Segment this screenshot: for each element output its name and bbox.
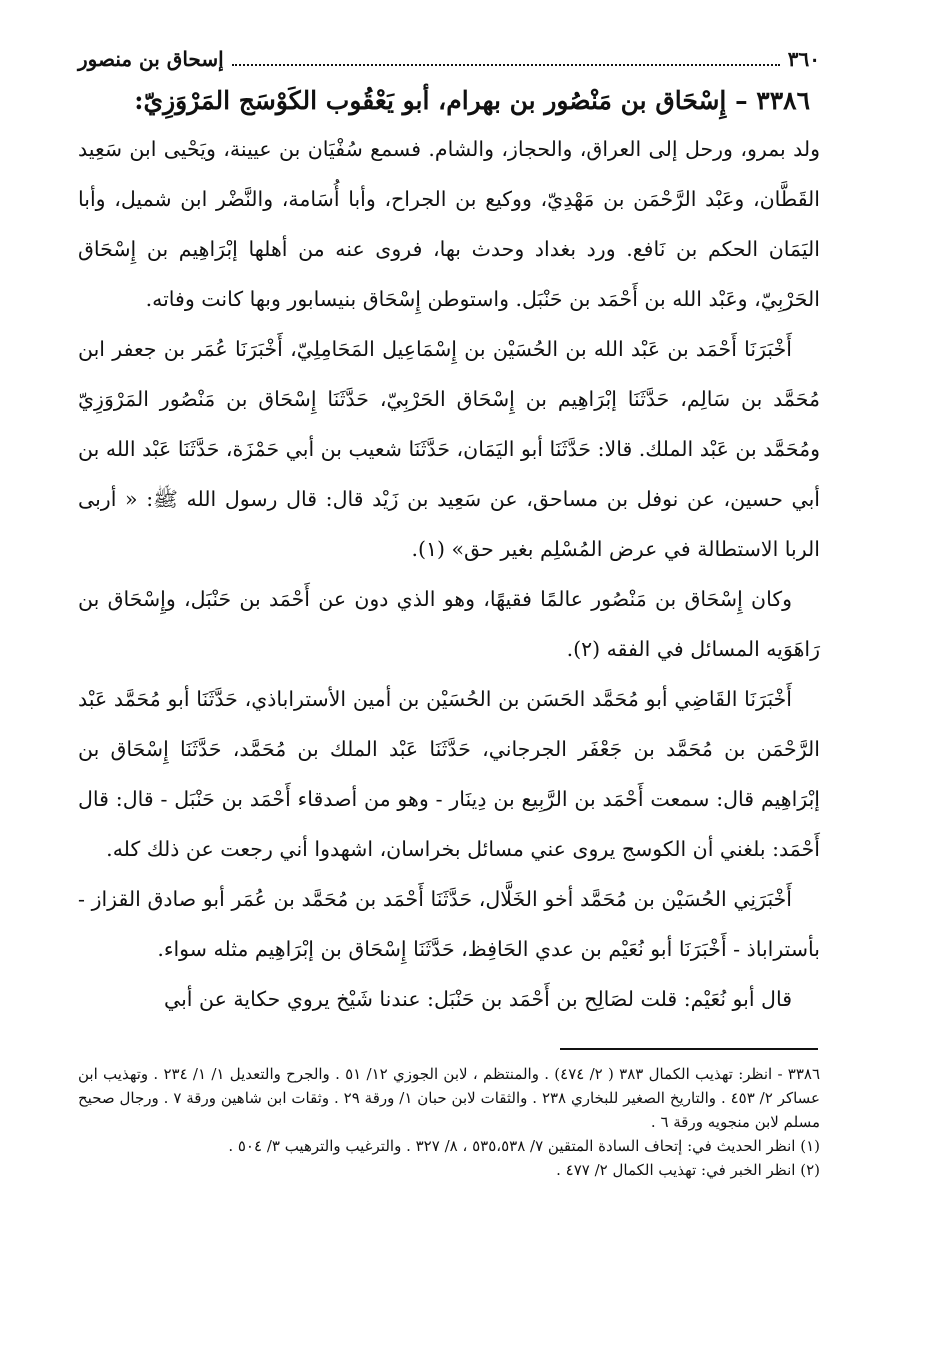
footnote-entry-sources: ٣٣٨٦ - انظر: تهذيب الكمال ٣٨٣ ( ٢/ ٤٧٤) . والمنتظم ، لابن الجوزي ١٢/ ٥١ . والجرح والتعديل ١/ ١/ ٢٣٤ . وتهذيب ابن عساكر ٢/ ٤٥٣ . والتاريخ الصغير للبخاري ٢٣٨ . والثقات لابن حبان ١/ ورقة ٢٩ . وثقات ابن شاهين ورقة ٧ . ورجال صحيح مسلم لابن منجويه ورقة ٦ . (78, 1065, 821, 1131)
running-title: إسحاق بن منصور (78, 47, 224, 71)
entry-title: ٣٣٨٦ – إِسْحَاق بن مَنْصُور بن بهرام، أبو يَعْقُوب الكَوْسَج المَرْوَزِيّ: (134, 86, 810, 115)
running-header (78, 40, 820, 78)
scholar-note-paragraph: وكان إِسْحَاق بن مَنْصُور عالمًا فقيهًا، وهو الذي دون عن أَحْمَد بن حَنْبَل، وإِسْحَاق بن رَاهَوَيه المسائل في الفقه (٢). (78, 587, 820, 661)
footnote-divider (560, 1048, 818, 1050)
footnote-1: (١) انظر الحديث في: إتحاف السادة المتقين ٧/ ٥٣٥،٥٣٨ ، ٨/ ٣٢٧ . والترغيب والترهيب ٣/ ٥٠٤ . (228, 1137, 820, 1155)
second-narration-paragraph: أَخْبَرَنِي الحُسَيْن بن مُحَمَّد أخو الخَلَّال، حَدَّثَنَا أَحْمَد بن مُحَمَّد بن عُمَر أبو صادق القزاز - بأستراباذ - أَخْبَرَنَا أبو نُعَيْم بن عدي الحَافِظ، حَدَّثَنَا إِسْحَاق بن إبْرَاهِيم مثله سواء. (78, 887, 820, 961)
closing-paragraph: قال أبو نُعَيْم: قلت لصَالِح بن أَحْمَد بن حَنْبَل: عندنا شَيْخ يروي حكاية عن أبي (164, 987, 792, 1011)
leader-dots (232, 63, 780, 66)
narration-paragraph: أَخْبَرَنَا القَاضِي أبو مُحَمَّد الحَسَن بن الحُسَيْن بن أمين الأستراباذي، حَدَّثَنَا أبو مُحَمَّد عَبْد الرَّحْمَن بن مُحَمَّد بن جَعْفَر الجرجاني، حَدَّثَنَا عَبْد الملك بن مُحَمَّد، حَدَّثَنَا إِسْحَاق بن إبْرَاهِيم قال: سمعت أَحْمَد بن الرَّبِيع بن دِينَار - وهو من أصدقاء أَحْمَد بن حَنْبَل - قال: قال أَحْمَد: بلغني أن الكوسج يروى عني مسائل بخراسان، اشهدوا أني رجعت عن ذلك كله. (78, 687, 820, 861)
book-page (78, 40, 820, 1182)
biography-paragraph: ولد بمرو، ورحل إلى العراق، والحجاز، والشام. فسمع سُفْيَان بن عيينة، ويَحْيى ابن سَعِيد القَطَّان، وعَبْد الرَّحْمَن بن مَهْدِيّ، ووكيع بن الجراح، وأبا أُسَامة، والنَّضْر ابن شميل، وأبا اليَمَان الحكم بن نَافع. ورد بغداد وحدث بها، فروى عنه من أهلها إبْرَاهِيم بن إِسْحَاق الحَرْبِيّ، وعَبْد الله بن أَحْمَد بن حَنْبَل. واستوطن إِسْحَاق بنيسابور وبها كانت وفاته. (78, 137, 821, 311)
footnote-2: (٢) انظر الخبر في: تهذيب الكمال ٢/ ٤٧٧ . (556, 1161, 820, 1179)
page-number: ٣٦٠ (787, 47, 820, 71)
hadith-paragraph: أَخْبَرَنَا أَحْمَد بن عَبْد الله بن الحُسَيْن بن إِسْمَاعِيل المَحَامِلِيّ، أَخْبَرَنَا عُمَر بن جعفر ابن مُحَمَّد بن سَالِم، حَدَّثَنَا إبْرَاهِيم بن إِسْحَاق الحَرْبِيّ، حَدَّثَنَا إِسْحَاق بن مَنْصُور المَرْوَزِيّ ومُحَمَّد بن عَبْد الملك. قالا: حَدَّثَنَا أبو اليَمَان، حَدَّثَنَا شعيب بن أبي حَمْزَة، حَدَّثَنَا عَبْد الله بن أبي حسين، عن نوفل بن مساحق، عن سَعِيد بن زَيْد قال: قال رسول الله ﷺ: « أربى الربا الاستطالة في عرض المُسْلِم بغير حق» (١). (78, 337, 820, 561)
